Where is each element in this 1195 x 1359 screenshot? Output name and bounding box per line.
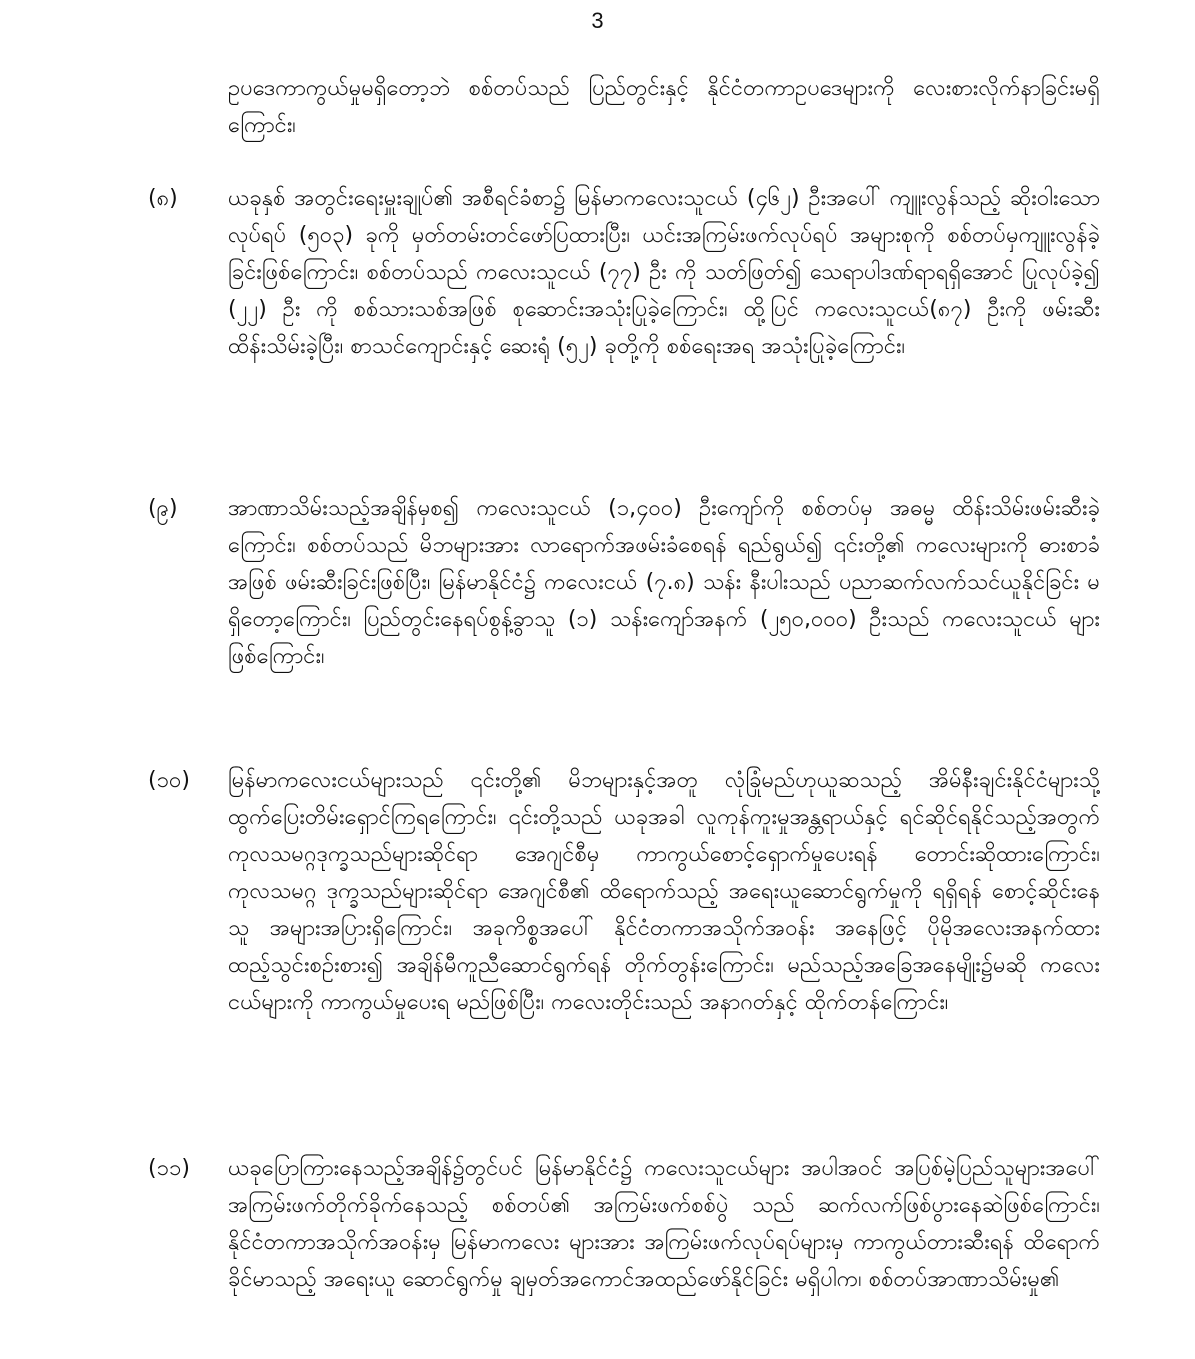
item-text: မြန်မာကလေးငယ်များသည် ၎င်းတို့၏ မိဘများနှင့်အတူ လုံခြုံမည်ဟုယူဆသည့် အိမ်နီးချင်းနိုင်ငံများသို့ ထွက်ပြေးတိမ်းရှောင်ကြရကြောင်း၊ ၎င်းတို့သည် ယခုအခါ လူကုန်ကူးမှုအန္တရာယ်နှင့် ရင်ဆိုင်ရနိုင်သည့်အတွက် ကုလသမဂ္ဂဒုက္ခသည်များဆိုင်ရာ အေဂျင်စီမှ ကာကွယ်စောင့်ရှောက်မှုပေးရန် တောင်းဆိုထားကြောင်း၊ ကုလသမဂ္ဂ ဒုက္ခသည်များဆိုင်ရာ အေဂျင်စီ၏ ထိရောက်သည့် အရေးယူဆောင်ရွက်မှုကို ရရှိရန် စောင့်ဆိုင်းနေသူ အများအပြားရှိကြောင်း၊ အခုကိစ္စအပေါ် နိုင်ငံတကာအသိုက်အဝန်း အနေဖြင့် ပိုမိုအလေးအနက်ထား ထည့်သွင်းစဉ်းစား၍ အချိန်မီကူညီဆောင်ရွက်ရန် တိုက်တွန်းကြောင်း၊ မည်သည့်အခြေအနေမျိုး၌မဆို ကလေးငယ်များကို ကာကွယ်မှုပေးရ မည်ဖြစ်ပြီး၊ ကလေးတိုင်းသည် အနာဂတ်နှင့် ထိုက်တန်ကြောင်း၊	[228, 768, 1100, 1015]
item-text: ယခုပြောကြားနေသည့်အချိန်၌တွင်ပင် မြန်မာနိုင်ငံ၌ ကလေးသူငယ်များ အပါအဝင် အပြစ်မဲ့ပြည်သူများအပေါ် အကြမ်းဖက်တိုက်ခိုက်နေသည့် စစ်တပ်၏ အကြမ်းဖက်စစ်ပွဲ သည် ဆက်လက်ဖြစ်ပွားနေဆဲဖြစ်ကြောင်း၊ နိုင်ငံတကာအသိုက်အဝန်းမှ မြန်မာကလေး များအား အကြမ်းဖက်လုပ်ရပ်များမှ ကာကွယ်တားဆီးရန် ထိရောက်ခိုင်မာသည့် အရေးယူ ဆောင်ရွက်မှု ချမှတ်အကောင်အထည်ဖော်နိုင်ခြင်း မရှိပါက၊ စစ်တပ်အာဏာသိမ်းမှု၏	[228, 1156, 1100, 1292]
page-number: 3	[591, 8, 604, 33]
item-text: အာဏာသိမ်းသည့်အချိန်မှစ၍ ကလေးသူငယ် (၁,၄၀၀) ဦးကျော်ကို စစ်တပ်မှ အဓမ္မ ထိန်းသိမ်းဖမ်းဆီးခဲ့ကြောင်း၊ စစ်တပ်သည် မိဘများအား လာရောက်အဖမ်းခံစေရန် ရည်ရွယ်၍ ၎င်းတို့၏ ကလေးများကို ဓားစာခံအဖြစ် ဖမ်းဆီးခြင်းဖြစ်ပြီး၊ မြန်မာနိုင်ငံ၌ ကလေးငယ် (၇.၈) သန်း နီးပါးသည် ပညာဆက်လက်သင်ယူနိုင်ခြင်း မရှိတော့ကြောင်း၊ ပြည်တွင်းနေရပ်စွန့်ခွာသူ (၁) သန်းကျော်အနက် (၂၅၀,၀၀၀) ဦးသည် ကလေးသူငယ် များဖြစ်ကြောင်း၊	[228, 496, 1100, 669]
intro-paragraph: ဥပဒေကာကွယ်မှုမရှိတော့ဘဲ စစ်တပ်သည် ပြည်တွင်းနှင့် နိုင်ငံတကာဥပဒေများကို လေးစားလိုက်နာခြင်းမရှိကြောင်း၊	[228, 76, 1100, 138]
item-label: (၁၀)	[148, 768, 190, 793]
item-label: (၈)	[148, 186, 178, 211]
item-label: (၁၁)	[148, 1156, 190, 1181]
item-text: ယခုနှစ် အတွင်းရေးမှူးချုပ်၏ အစီရင်ခံစာ၌ မြန်မာကလေးသူငယ် (၄၆၂) ဦးအပေါ် ကျူးလွန်သည့် ဆိုးဝါးသော လုပ်ရပ် (၅၀၃) ခုကို မှတ်တမ်းတင်ဖော်ပြထားပြီး၊ ယင်းအကြမ်းဖက်လုပ်ရပ် အများစုကို စစ်တပ်မှကျူးလွန်ခဲ့ခြင်းဖြစ်ကြောင်း၊ စစ်တပ်သည် ကလေးသူငယ် (၇၇) ဦး ကို သတ်ဖြတ်၍ သေရာပါဒဏ်ရာရရှိအောင် ပြုလုပ်ခဲ့၍ (၂၂) ဦး ကို စစ်သားသစ်အဖြစ် စုဆောင်းအသုံးပြုခဲ့ကြောင်း၊ ထို့ပြင် ကလေးသူငယ်(၈၇) ဦးကို ဖမ်းဆီးထိန်းသိမ်းခဲ့ပြီး၊ စာသင်ကျောင်းနှင့် ဆေးရုံ (၅၂) ခုတို့ကို စစ်ရေးအရ အသုံးပြုခဲ့ကြောင်း၊	[228, 186, 1100, 359]
item-label: (၉)	[148, 496, 178, 521]
